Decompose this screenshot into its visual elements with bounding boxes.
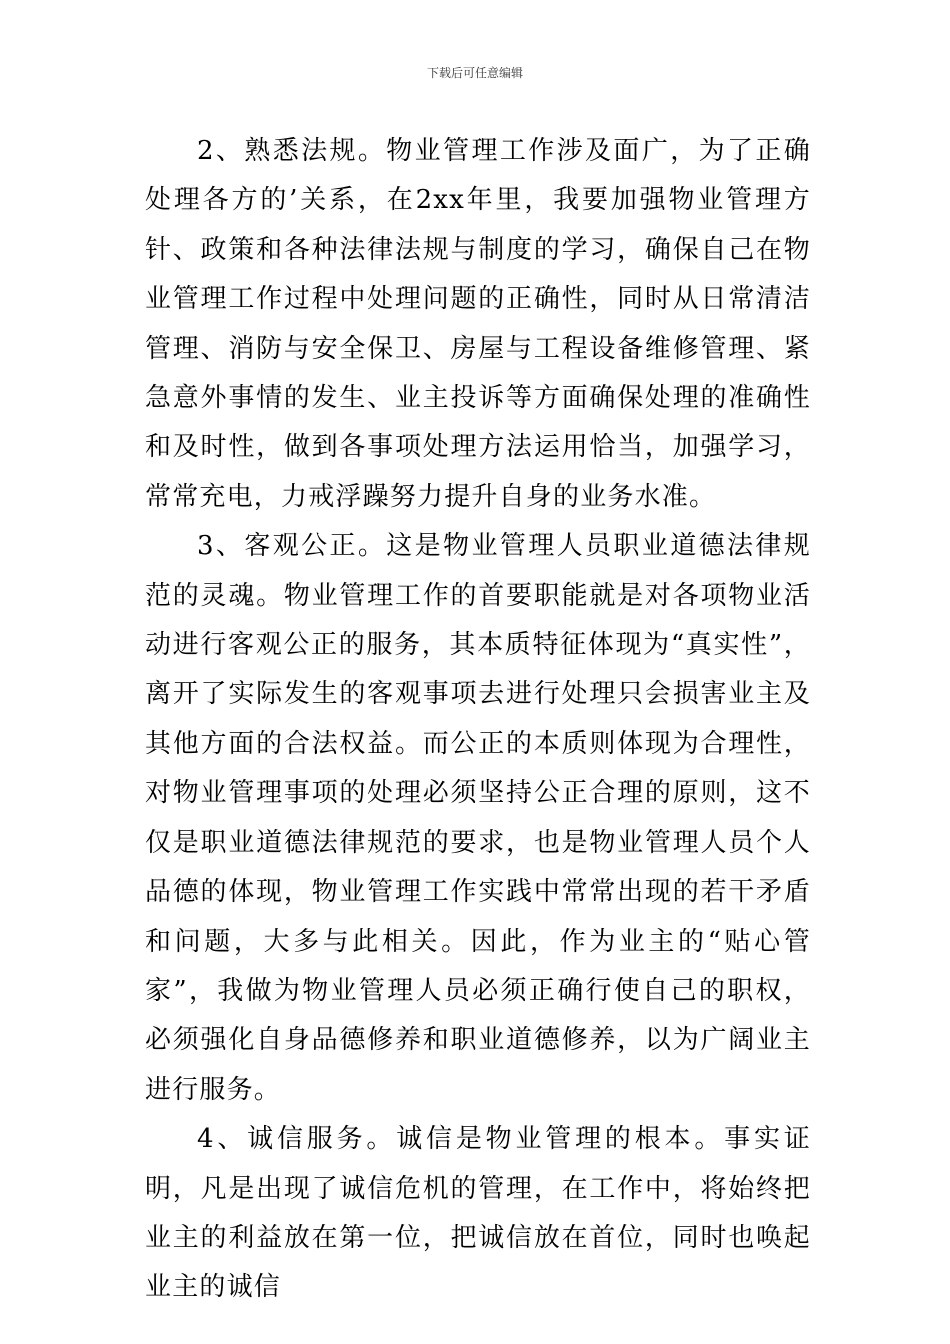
document-body [145, 127, 811, 1313]
paragraph-regulations: 2、熟悉法规。物业管理工作涉及面广，为了正确处理各方的’关系，在2xx年里，我要加强物业管理方针、政策和各种法律法规与制度的学习，确保自己在物业管理工作过程中处理问题的正确性，同时从日常清洁管理、消防与安全保卫、房屋与工程设备维修管理、紧急意外事情的发生、业主投诉等方面确保处理的准确性和及时性，做到各事项处理方法运用恰当，加强学习，常常充电，力戒浮躁努力提升自身的业务水准。 [145, 136, 811, 512]
page-header-note: 下载后可任意编辑 [426, 66, 523, 80]
paragraph-integrity: 4、诚信服务。诚信是物业管理的根本。事实证明，凡是出现了诚信危机的管理，在工作中，将始终把业主的利益放在第一位，把诚信放在首位，同时也唤起业主的诚信 [145, 1124, 811, 1303]
paragraph-objectivity: 3、客观公正。这是物业管理人员职业道德法律规范的灵魂。物业管理工作的首要职能就是对各项物业活动进行客观公正的服务，其本质特征体现为“真实性”，离开了实际发生的客观事项去进行处理只会损害业主及其他方面的合法权益。而公正的本质则体现为合理性，对物业管理事项的处理必须坚持公正合理的原则，这不仅是职业道德法律规范的要求，也是物业管理人员个人品德的体现，物业管理工作实践中常常出现的若干矛盾和问题，大多与此相关。因此，作为业主的“贴心管家”，我做为物业管理人员必须正确行使自己的职权，必须强化自身品德修养和职业道德修养，以为广阔业主进行服务。 [145, 531, 811, 1105]
